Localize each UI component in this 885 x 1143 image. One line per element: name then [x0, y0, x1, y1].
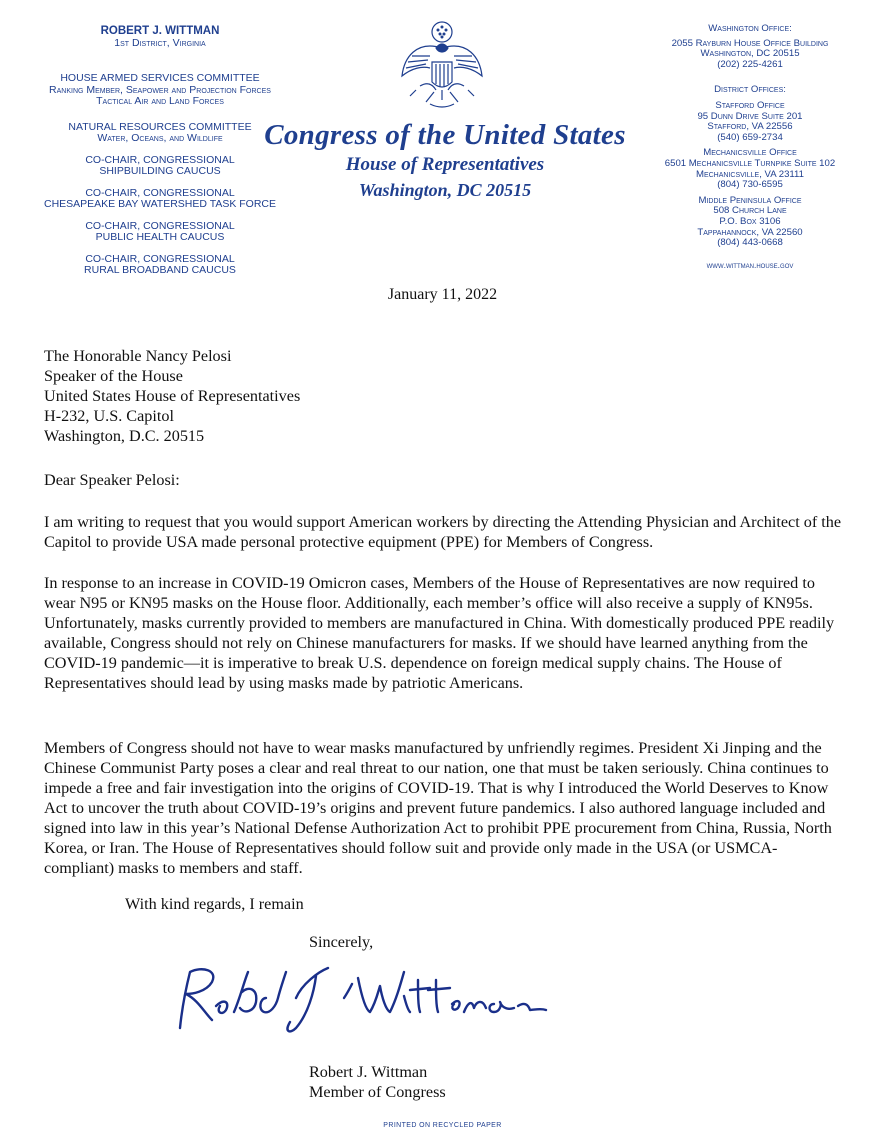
office-line: Mechanicsville, VA 23111	[695, 168, 805, 180]
committee-title: CO-CHAIR, CONGRESSIONAL	[85, 252, 235, 265]
district-office	[640, 148, 860, 190]
recipient-line: The Honorable Nancy Pelosi	[44, 347, 232, 365]
committee-title: CO-CHAIR, CONGRESSIONAL	[85, 153, 235, 166]
body-paragraph: In response to an increase in COVID-19 Omicron cases, Members of the House of Representatives are now required to wear N95 or KN95 masks on the House floor. Additionally, each member’s office will also receive a supply of KN95s. Unfortunately, masks currently provided to members are manufactured in China. With domestically produced PPE readily available, Congress should not rely on Chinese manufacturers for masks. If we should have learned anything from the COVID-19 pandemic—it is imperative to break U.S. dependence on foreign medical supply chains. The House of Representatives should lead by using masks made by patriotic Americans.	[44, 574, 835, 692]
office-name: Mechanicsville Office	[703, 147, 797, 159]
office-line: Washington, DC 20515	[700, 48, 800, 60]
committee-line: Water, Oceans, and Wildlife	[97, 132, 223, 144]
committee-line: RURAL BROADBAND CAUCUS	[84, 264, 236, 276]
committee-line: CHESAPEAKE BAY WATERSHED TASK FORCE	[43, 198, 277, 210]
committee-line: SHIPBUILDING CAUCUS	[99, 165, 221, 177]
great-seal-eagle-icon	[396, 18, 488, 120]
website-link[interactable]: www.wittman.house.gov	[706, 259, 794, 270]
committee-block	[40, 122, 280, 145]
letterhead-center	[250, 118, 640, 202]
office-phone: (804) 443-0668	[717, 237, 783, 249]
office-phone: (540) 659-2734	[717, 131, 783, 143]
washington-title: Washington, DC 20515	[358, 180, 532, 200]
recipient-line: H-232, U.S. Capitol	[44, 407, 174, 425]
committee-line: Ranking Member, Seapower and Projection Forces	[49, 83, 271, 96]
committee-line: Tactical Air and Land Forces	[96, 95, 224, 107]
recipient-line: United States House of Representatives	[44, 387, 301, 405]
signer-block	[309, 1062, 446, 1102]
handwritten-signature	[168, 958, 548, 1038]
body-paragraph: I am writing to request that you would support American workers by directing the Attending Physician and Architect of the Capitol to provide USA made personal protective equipment (PPE) for Members of Congress.	[44, 513, 842, 551]
washington-office-heading: Washington Office:	[708, 23, 792, 34]
office-line: 2055 Rayburn House Office Building	[671, 37, 829, 49]
letter-date: January 11, 2022	[387, 286, 498, 303]
office-line: P.O. Box 3106	[719, 215, 781, 227]
committee-title: CO-CHAIR, CONGRESSIONAL	[85, 186, 235, 199]
signer-title: Member of Congress	[309, 1083, 446, 1101]
closing-line: With kind regards, I remain	[125, 895, 304, 913]
committee-block	[40, 155, 280, 178]
committee-title: HOUSE ARMED SERVICES COMMITTEE	[60, 72, 260, 84]
district-offices-heading: District Offices:	[714, 84, 786, 96]
member-name: ROBERT J. WITTMAN	[100, 25, 220, 37]
salutation: Dear Speaker Pelosi:	[44, 471, 180, 489]
committee-title: NATURAL RESOURCES COMMITTEE	[68, 120, 252, 133]
member-district: 1st District, Virginia	[114, 36, 206, 49]
committee-title: CO-CHAIR, CONGRESSIONAL	[85, 219, 235, 232]
committee-line: PUBLIC HEALTH CAUCUS	[95, 231, 225, 243]
recipient-line: Washington, D.C. 20515	[44, 427, 205, 445]
office-line: Tappahannock, VA 22560	[697, 226, 803, 238]
committee-block	[40, 188, 280, 211]
sincerely-line: Sincerely,	[309, 933, 374, 951]
district-office	[640, 101, 860, 143]
committee-block	[40, 73, 280, 108]
house-title: House of Representatives	[345, 154, 545, 175]
recipient-line: Speaker of the House	[44, 367, 183, 385]
office-phone: (202) 225-4261	[717, 58, 783, 70]
office-name: Stafford Office	[715, 99, 785, 111]
letterhead-left	[40, 26, 280, 283]
recycled-paper-footer: PRINTED ON RECYCLED PAPER	[383, 1122, 502, 1129]
committee-block	[40, 221, 280, 244]
office-line: 6501 Mechanicsville Turnpike Suite 102	[664, 157, 836, 169]
office-line: 95 Dunn Drive Suite 201	[697, 110, 803, 122]
office-line: 508 Church Lane	[713, 205, 787, 217]
committee-block	[40, 254, 280, 277]
letterhead-right	[640, 24, 860, 270]
district-office	[640, 196, 860, 249]
office-line: Stafford, VA 22556	[707, 121, 793, 133]
body-paragraph: Members of Congress should not have to wear masks manufactured by unfriendly regimes. President Xi Jinping and the Chinese Communist Party poses a clear and real threat to our nation, one that must be taken seriously. China continues to impede a free and fair investigation into the origins of COVID-19. That is why I introduced the World Deserves to Know Act to uncover the truth about COVID-19’s origins and prevent future pandemics. I also authored language included and signed into law in this year’s National Defense Authorization Act to prohibit PPE procurement from China, Russia, North Korea, or Iran. The House of Representatives should follow suit and provide only made in the USA (or USMCA-compliant) masks to members and staff.	[44, 739, 832, 877]
congress-title: Congress of the United States	[264, 119, 626, 151]
office-name: Middle Peninsula Office	[698, 194, 802, 206]
signer-name: Robert J. Wittman	[309, 1063, 428, 1081]
recipient-address	[44, 346, 844, 446]
office-phone: (804) 730-6595	[717, 179, 783, 191]
